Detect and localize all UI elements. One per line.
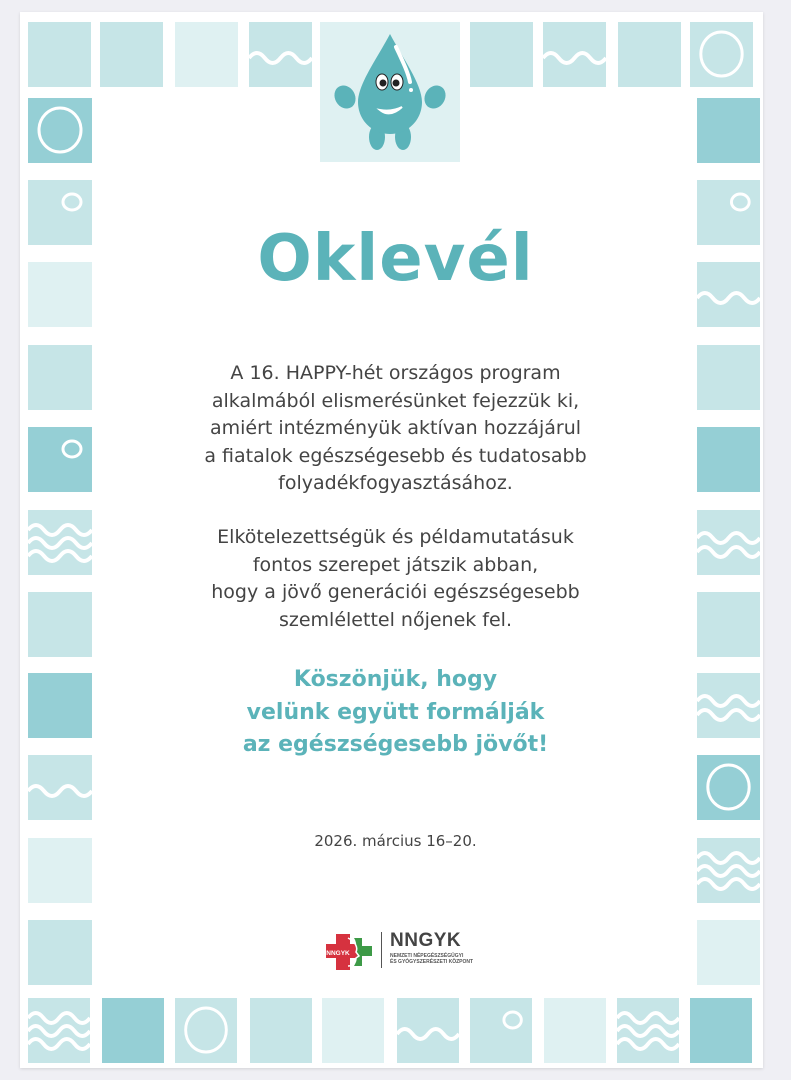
text-line: az egészségesebb jövőt! <box>242 732 549 757</box>
logo-divider <box>381 932 382 968</box>
wave-tile-icon <box>249 22 312 87</box>
commitment-paragraph <box>0 524 791 634</box>
plain-tile <box>28 22 91 87</box>
event-date: 2026. március 16–20. <box>314 832 477 850</box>
thanks-message <box>0 664 791 762</box>
logo-subtitle <box>390 953 473 965</box>
circle-tile-icon <box>175 998 237 1063</box>
text-line: Köszönjük, hogy <box>293 667 498 692</box>
plain-tile <box>544 998 606 1063</box>
text-line: fontos szerepet játszik abban, <box>252 553 539 576</box>
text-line: velünk együtt formálják <box>246 699 545 725</box>
logo-badge-text: NNGYK <box>326 950 350 957</box>
plain-tile <box>690 998 752 1063</box>
certificate-title: Oklevél <box>257 222 534 296</box>
plain-tile <box>100 22 163 87</box>
water-drop-mascot-icon <box>320 22 460 162</box>
plain-tile <box>618 22 681 87</box>
circle-tile-icon <box>690 22 753 87</box>
wave-tile-icon <box>543 22 606 87</box>
plain-tile <box>322 998 384 1063</box>
logo-subtitle-line: ÉS GYÓGYSZERÉSZETI KÖZPONT <box>390 959 474 965</box>
circle-tile-icon <box>28 98 92 163</box>
text-line: amiért intézményük aktívan hozzájárul <box>209 417 582 439</box>
text-line: Elkötelezettségük és példamutatásuk <box>217 526 574 548</box>
nngyk-logo <box>324 930 474 972</box>
recognition-paragraph <box>0 360 791 498</box>
wave-tile-icon <box>397 998 459 1063</box>
plain-tile <box>470 22 533 87</box>
plain-tile <box>175 22 238 87</box>
text-line: alkalmából elismerésünket fejezzük ki, <box>211 389 580 412</box>
circle-tile-icon <box>697 755 760 820</box>
plain-tile <box>697 920 760 985</box>
circle-tile-icon <box>470 998 532 1063</box>
text-line: szemlélettel nőjenek fel. <box>278 608 513 631</box>
wave-tile-icon <box>617 998 679 1063</box>
plain-tile <box>102 998 164 1063</box>
plain-tile <box>28 920 92 985</box>
wave-tile-icon <box>28 755 92 820</box>
logo-subtitle-line: NEMZETI NÉPEGÉSZSÉGÜGYI <box>390 953 464 959</box>
plain-tile <box>250 998 312 1063</box>
text-line: hogy a jövő generációi egészségesebb <box>211 581 580 603</box>
text-line: folyadékfogyasztásához. <box>278 472 513 494</box>
wave-tile-icon <box>28 998 90 1063</box>
medical-cross-logo-icon <box>324 934 374 970</box>
logo-name: NNGYK <box>390 930 462 951</box>
plain-tile <box>697 98 760 163</box>
text-line: a fiatalok egészségesebb és tudatosabb <box>204 444 587 467</box>
text-line: A 16. HAPPY-hét országos program <box>230 362 561 384</box>
